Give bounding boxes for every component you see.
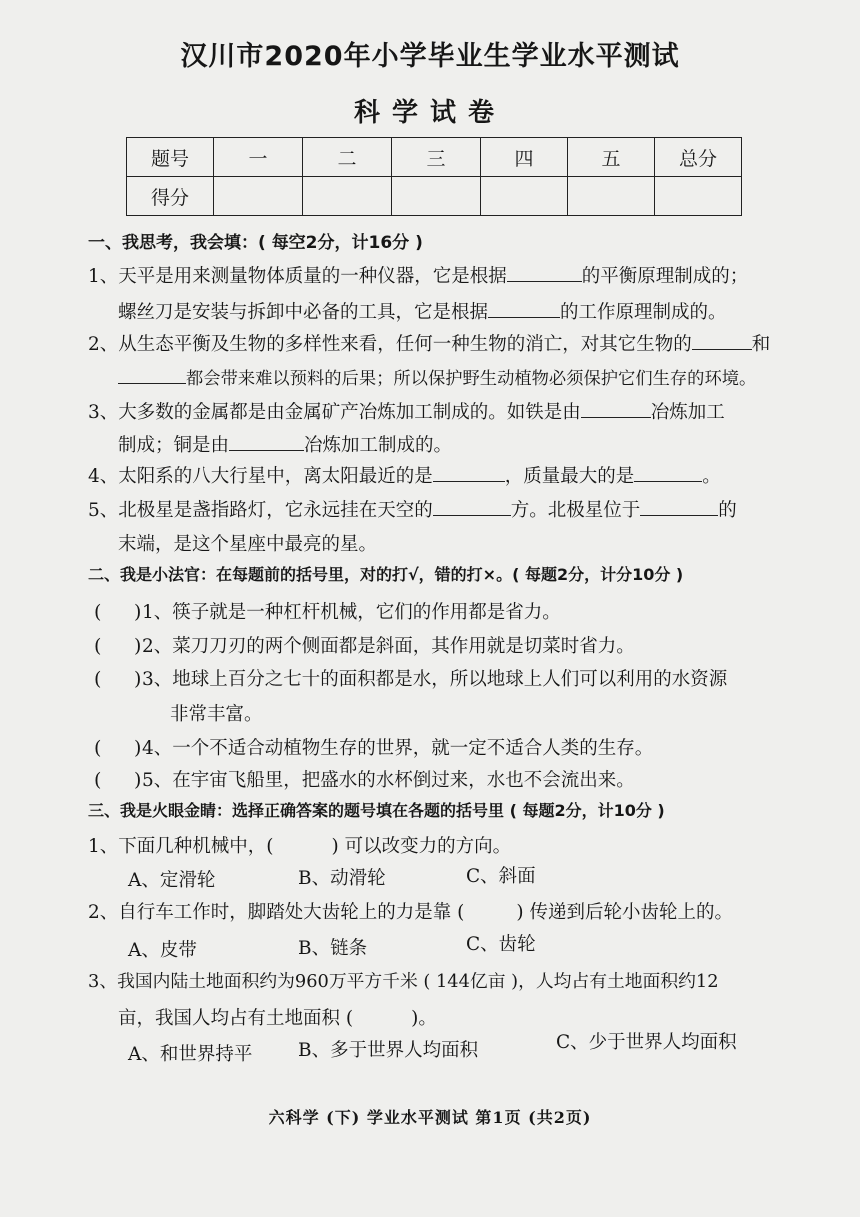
judge-text: 3、地球上百分之七十的面积都是水，所以地球上人们可以利用的水资源 (142, 669, 728, 690)
score-input-cell[interactable] (214, 177, 303, 216)
score-input-cell[interactable] (655, 177, 742, 216)
score-cell: 二 (303, 138, 392, 177)
q1-text-a: 1、天平是用来测量物体质量的一种仪器，它是根据 (88, 266, 507, 287)
judge-item-5 (94, 766, 635, 792)
q3-text-d: 冶炼加工制成的。 (304, 435, 453, 456)
choice-q3-text-a: 亩，我国人均占有土地面积 ( (118, 1008, 354, 1029)
score-table-header-row (127, 138, 742, 177)
judge-item-4 (94, 734, 654, 760)
q1-text-b: 的平衡原理制成的； (581, 266, 749, 287)
section-3-heading: 三、我是火眼金睛：选择正确答案的题号填在各题的括号里 ( 每题2分，计10分 ) (88, 801, 665, 820)
q5-text-b: 方。北极星位于 (510, 500, 641, 521)
q3-text-b: 冶炼加工 (650, 402, 725, 423)
q1-line-1 (88, 262, 748, 288)
answer-paren-close: ) (134, 769, 142, 791)
page-footer: 六科学 (下) 学业水平测试 第1页 (共2页) (268, 1108, 592, 1127)
q5-line-1 (88, 496, 737, 522)
q4-text-c: 。 (702, 466, 721, 487)
choice-q2-text-b: ) 传递到后轮小齿轮上的。 (516, 902, 733, 923)
score-cell: 五 (568, 138, 655, 177)
q3-line-2 (118, 431, 452, 457)
answer-paren-close: ) (134, 635, 142, 657)
choice-q1-option-b[interactable]: B、动滑轮 (298, 868, 386, 889)
score-cell: 三 (392, 138, 481, 177)
answer-blank[interactable] (634, 464, 702, 482)
answer-blank[interactable] (507, 264, 582, 282)
judge-text: 5、在宇宙飞船里，把盛水的水杯倒过来，水也不会流出来。 (142, 770, 635, 791)
answer-blank[interactable] (433, 498, 511, 516)
section-1-heading: 一、我思考，我会填：( 每空2分，计16分 ) (88, 233, 423, 253)
choice-q3-line-1: 3、我国内陆土地面积约为960万平方千米 ( 144亿亩 )，人均占有土地面积约12 (88, 971, 719, 992)
choice-q2-option-c[interactable]: C、齿轮 (466, 934, 536, 955)
q4-text-a: 4、太阳系的八大行星中，离太阳最近的是 (88, 466, 433, 487)
judge-item-2 (94, 632, 635, 658)
choice-q3-option-a[interactable]: A、和世界持平 (128, 1044, 253, 1065)
exam-subtitle: 科学试卷 (353, 98, 506, 128)
answer-paren-close: ) (134, 737, 142, 759)
q3-line-1 (88, 398, 725, 424)
section-2-heading: 二、我是小法官：在每题前的括号里，对的打√，错的打×。( 每题2分，计分10分 ) (88, 565, 684, 584)
score-cell: 总分 (655, 138, 742, 177)
choice-q3-option-c[interactable]: C、少于世界人均面积 (556, 1032, 737, 1053)
answer-paren-close: ) (134, 668, 142, 690)
choice-q2 (88, 898, 733, 924)
score-input-cell[interactable] (392, 177, 481, 216)
q4-line (88, 462, 721, 488)
choice-q1-text-b: ) 可以改变力的方向。 (331, 836, 512, 857)
score-table-score-row (127, 177, 742, 216)
choice-q3-text-b: )。 (411, 1008, 437, 1029)
score-input-cell[interactable] (303, 177, 392, 216)
answer-blank[interactable] (692, 332, 752, 350)
q2-line-1 (88, 330, 770, 356)
choice-q2-option-a[interactable]: A、皮带 (128, 940, 197, 961)
choice-q1-text-a: 1、下面几种机械中，( (88, 836, 274, 857)
score-input-cell[interactable] (568, 177, 655, 216)
judge-text: 1、筷子就是一种杠杆机械，它们的作用都是省力。 (142, 602, 561, 623)
q5-text-c: 的 (718, 500, 737, 521)
answer-paren-open[interactable]: ( (94, 635, 102, 657)
judge-text: 4、一个不适合动植物生存的世界，就一定不适合人类的生存。 (142, 738, 654, 759)
answer-blank[interactable] (640, 498, 718, 516)
q2-text-c: 都会带来难以预料的后果；所以保护野生动植物必须保护它们生存的环境。 (186, 369, 757, 389)
judge-text: 2、菜刀刀刃的两个侧面都是斜面，其作用就是切菜时省力。 (142, 636, 635, 657)
q5-text-a: 5、北极星是盏指路灯，它永远挂在天空的 (88, 500, 433, 521)
q5-line-2: 末端，是这个星座中最亮的星。 (118, 534, 378, 555)
q3-text-c: 制成；铜是由 (118, 435, 230, 456)
choice-q1 (88, 832, 511, 858)
exam-title: 汉川市2020年小学毕业生学业水平测试 (180, 41, 680, 72)
answer-blank[interactable] (581, 400, 651, 418)
choice-q2-option-b[interactable]: B、链条 (298, 938, 368, 959)
choice-q2-text-a: 2、自行车工作时，脚踏处大齿轮上的力是靠 ( (88, 902, 465, 923)
q1-text-c: 螺丝刀是安装与拆卸中必备的工具，它是根据 (118, 302, 489, 323)
score-cell: 得分 (127, 177, 214, 216)
q2-text-b: 和 (751, 334, 771, 355)
judge-item-3 (94, 665, 728, 691)
answer-paren-open[interactable]: ( (94, 668, 102, 690)
answer-paren-open[interactable]: ( (94, 769, 102, 791)
q4-text-b: ，质量最大的是 (504, 466, 635, 487)
choice-q1-option-c[interactable]: C、斜面 (466, 866, 536, 887)
choice-q3-line-2 (118, 1004, 437, 1030)
q3-text-a: 3、大多数的金属都是由金属矿产冶炼加工制成的。如铁是由 (88, 402, 581, 423)
answer-paren-close: ) (134, 601, 142, 623)
q1-text-d: 的工作原理制成的。 (560, 302, 727, 323)
answer-paren-open[interactable]: ( (94, 601, 102, 623)
q2-line-2 (118, 364, 756, 389)
score-cell: 题号 (127, 138, 214, 177)
q1-line-2 (118, 298, 727, 324)
score-cell: 四 (481, 138, 568, 177)
choice-q3-option-b[interactable]: B、多于世界人均面积 (298, 1040, 479, 1061)
answer-blank[interactable] (118, 366, 186, 384)
answer-paren-open[interactable]: ( (94, 737, 102, 759)
answer-blank[interactable] (488, 300, 560, 318)
score-input-cell[interactable] (481, 177, 568, 216)
choice-q1-option-a[interactable]: A、定滑轮 (128, 870, 216, 891)
score-table (126, 137, 742, 216)
q2-text-a: 2、从生态平衡及生物的多样性来看，任何一种生物的消亡，对其它生物的 (88, 334, 692, 355)
judge-item-1 (94, 598, 561, 624)
answer-blank[interactable] (433, 464, 505, 482)
answer-blank[interactable] (229, 433, 304, 451)
score-cell: 一 (214, 138, 303, 177)
judge-item-3-continued: 非常丰富。 (170, 704, 263, 725)
